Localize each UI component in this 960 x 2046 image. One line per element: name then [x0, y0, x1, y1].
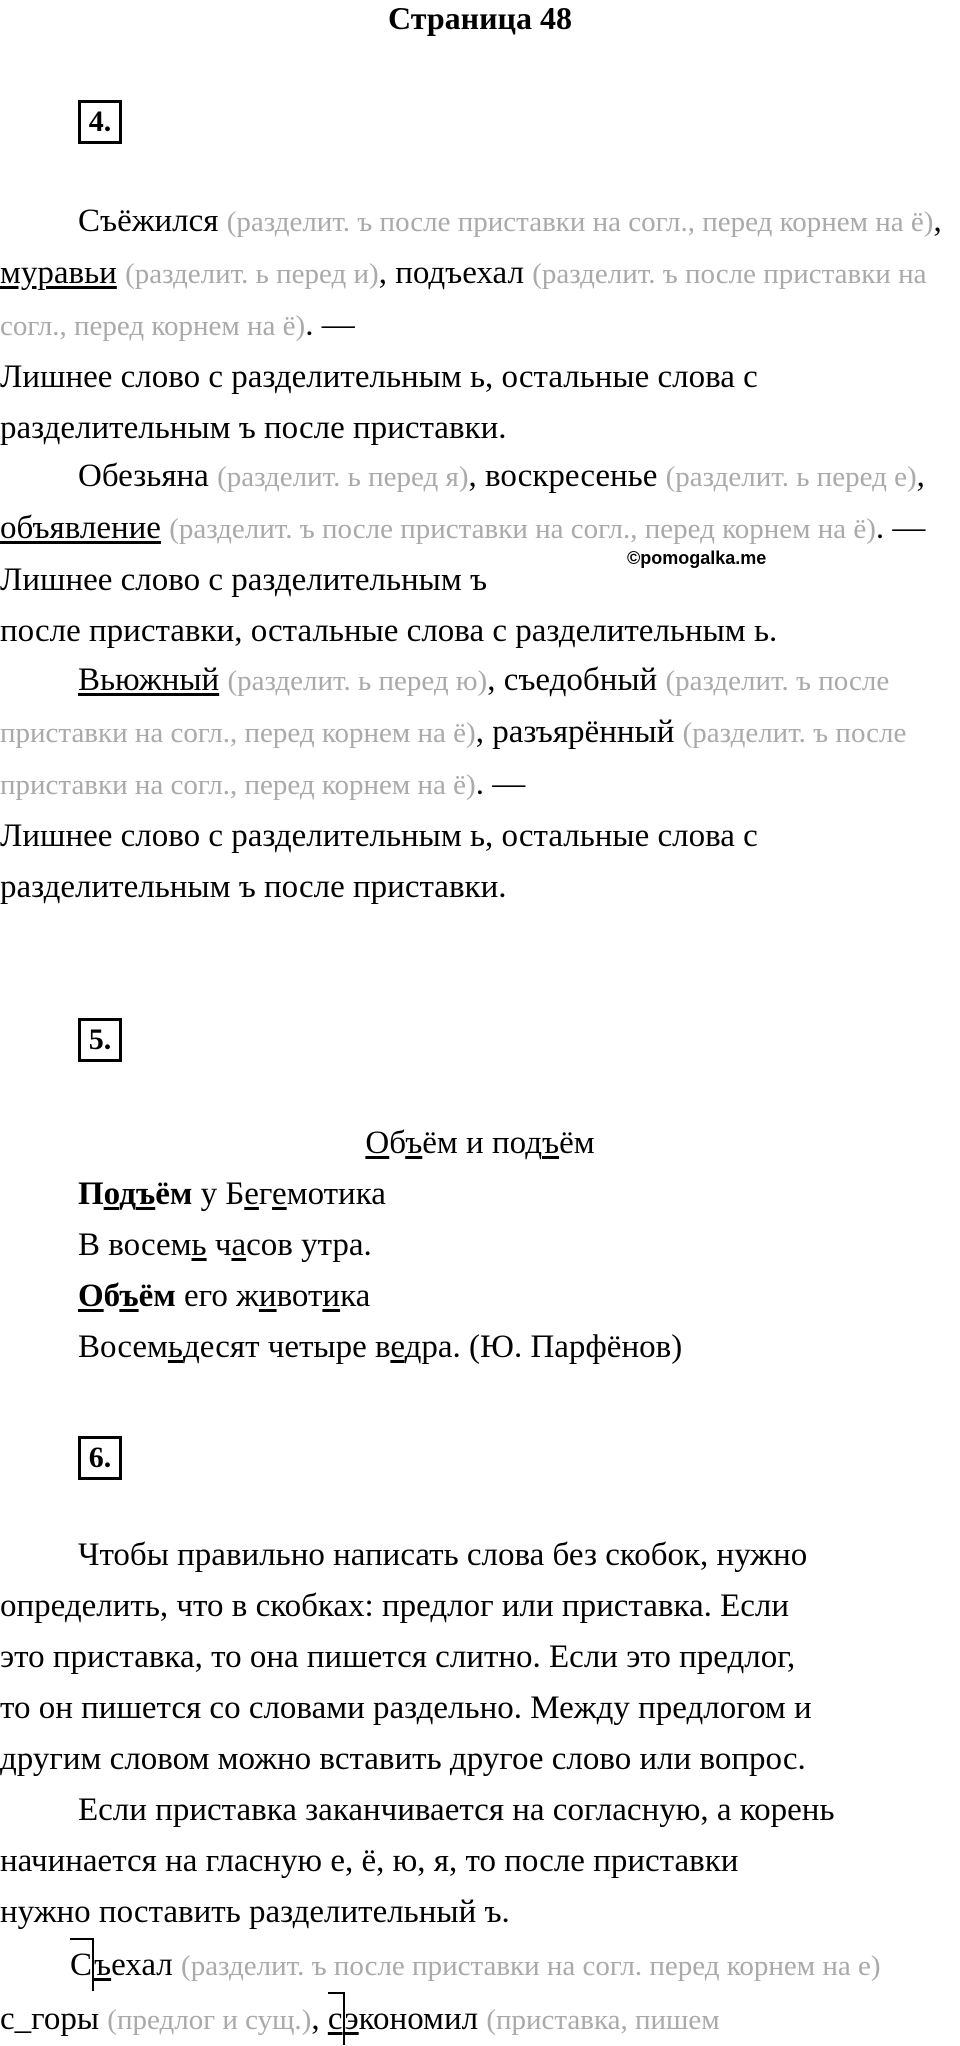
poem-line-3: Объём его животика	[78, 1278, 371, 1314]
task-6-paragraph-3: Съехал (разделит. ъ после приставки на согл. перед корнем на е) с_горы (предлог и сущ.), сэкономил (приставка, пишем	[0, 1938, 960, 2046]
task-5-number: 5.	[78, 1018, 122, 1062]
poem-line-1: Подъём у Бегемотика	[78, 1176, 386, 1212]
task-4-paragraph-3: Вьюжный (разделит. ь перед ю), съедобный (разделит. ъ после приставки на согл., перед корнем на ё), разъярённый (разделит. ъ после приставки на согл., перед корнем на ё). — Лишнее слово с разделительным ь, остальные слова с разделительным ъ после приставки.	[0, 662, 907, 905]
page-title: Страница 48	[388, 0, 572, 36]
poem-title: Объём и подъём	[365, 1125, 595, 1161]
task-4-paragraph-2: Обезьяна (разделит. ь перед я), воскресенье (разделит. ь перед е), объявление (разделит. ъ после приставки на согл., перед корнем на ё). — Лишнее слово с разделительным ъ после приставки, остальные слова с разделительным ь.	[0, 458, 926, 649]
task-4-number: 4.	[78, 100, 122, 144]
task-6-paragraph-1: Чтобы правильно написать слова без скобок, нужно определить, что в скобках: предлог или приставка. Если это приставка, то она пишется слитно. Если это предлог, то он пишется со словами раздельно. Между предлогом и другим словом можно вставить другое слово или вопрос.	[0, 1537, 812, 1777]
task-6-paragraph-2: Если приставка заканчивается на согласную, а корень начинается на гласную е, ё, ю, я, то после приставки нужно поставить разделительный ъ.	[0, 1792, 835, 1930]
poem-line-4: Восемьдесят четыре ведра. (Ю. Парфёнов)	[78, 1329, 683, 1365]
poem-line-2: В восемь часов утра.	[78, 1227, 372, 1263]
task-6-number: 6.	[78, 1436, 122, 1480]
watermark: ©pomogalka.me	[627, 548, 767, 568]
task-4-paragraph-1: Съёжился (разделит. ъ после приставки на согл., перед корнем на ё), муравьи (разделит. ь перед и), подъехал (разделит. ъ после приставки на согл., перед корнем на ё). — Лишнее слово с разделительным ь, остальные слова с разделительным ъ после приставки.	[0, 203, 942, 446]
